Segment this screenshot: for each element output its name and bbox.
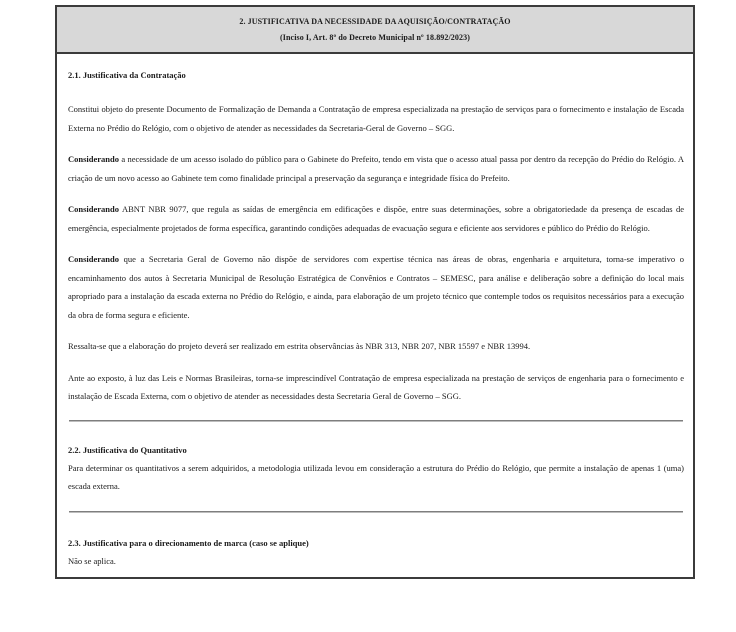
paragraph-considerando-semesc (68, 250, 684, 324)
section-2-3-heading: 2.3. Justificativa para o direcionamento de marca (caso se aplique) (68, 537, 309, 548)
paragraph-objeto-text: Constitui objeto do presente Documento de Formalização de Demanda a Contratação de empresa especializada na prestação de serviços para o fornecimento e instalação de Escada Externa no Prédio do Relógio, com o objetivo de atender as necessidades da Secretaria-Geral de Governo – SGG. (68, 104, 684, 133)
paragraph-considerando-acesso (68, 150, 684, 187)
paragraph-considerando-semesc-text: que a Secretaria Geral de Governo não dispõe de servidores com expertise técnica nas áreas de obras, engenharia e arquitetura, torna-se imperativo o encaminhamento dos autos à Secretaria Municipal de Resolução Estratégica de Convênios e Contratos – SEMESC, para análise e deliberação sobre a definição do local mais apropriado para a instalação da escada externa no Prédio do Relógio, e ainda, para elaboração de um projeto técnico que contemple todos os requisitos necessários para a execução da obra de forma segura e eficiente. (68, 254, 685, 320)
bold-lead-considerando: Considerando (68, 254, 120, 264)
document-header (57, 7, 693, 54)
paragraph-considerando-acesso-text: a necessidade de um acesso isolado do público para o Gabinete do Prefeito, tendo em vista que o acesso atual passa por dentro da recepção do Prédio do Relógio. A criação de um novo acesso ao Gabinete tem como finalidade principal a preservação da segurança e integridade física do Prefeito. (68, 154, 684, 183)
paragraph-ressalta (68, 337, 684, 356)
section-separator (69, 420, 683, 422)
paragraph-ante-exposto-text: Ante ao exposto, à luz das Leis e Normas Brasileiras, torna-se imprescindível Contratação de empresa especializada na prestação de serviços de engenharia para o fornecimento e instalação de Escada Externa, com o objetivo de atender as necessidades desta Secretaria Geral de Governo – SGG. (68, 372, 684, 401)
section-2-2-heading: 2.2. Justificativa do Quantitativo (68, 444, 187, 455)
paragraph-nao-se-aplica-text: Não se aplica. (68, 555, 116, 566)
paragraph-quantitativo (68, 459, 684, 496)
paragraph-considerando-abnt (68, 200, 684, 237)
section-2-1-heading: 2.1. Justificativa da Contratação (68, 70, 186, 80)
paragraph-ante-exposto (68, 369, 684, 406)
bold-lead-considerando: Considerando (68, 154, 120, 164)
paragraph-ressalta-text: Ressalta-se que a elaboração do projeto deverá ser realizado em estrita observâncias às NBR 313, NBR 207, NBR 15597 e NBR 13994. (68, 341, 531, 351)
paragraph-nao-se-aplica (68, 552, 684, 571)
paragraph-considerando-abnt-text: ABNT NBR 9077, que regula as saídas de emergência em edificações e dispõe, entre suas determinações, sobre a obrigatoriedade da presença de escadas de emergência, especialmente projetados de forma específica, garantindo condições adequadas de evacuação segura e eficiente aos servidores e público do Prédio do Relógio. (68, 204, 684, 233)
page-title: 2. JUSTIFICATIVA DA NECESSIDADE DA AQUISIÇÃO/CONTRATAÇÃO (239, 17, 511, 26)
paragraph-objeto (68, 100, 684, 137)
document-table (55, 5, 695, 579)
section-separator (69, 511, 683, 513)
bold-lead-considerando: Considerando (68, 204, 120, 214)
paragraph-quantitativo-text: Para determinar os quantitativos a serem adquiridos, a metodologia utilizada levou em consideração a estrutura do Prédio do Relógio, que permite a instalação de apenas 1 (uma) escada externa. (68, 462, 684, 491)
document-body (57, 54, 693, 577)
page-subtitle: (Inciso I, Art. 8º do Decreto Municipal nº 18.892/2023) (280, 33, 470, 42)
